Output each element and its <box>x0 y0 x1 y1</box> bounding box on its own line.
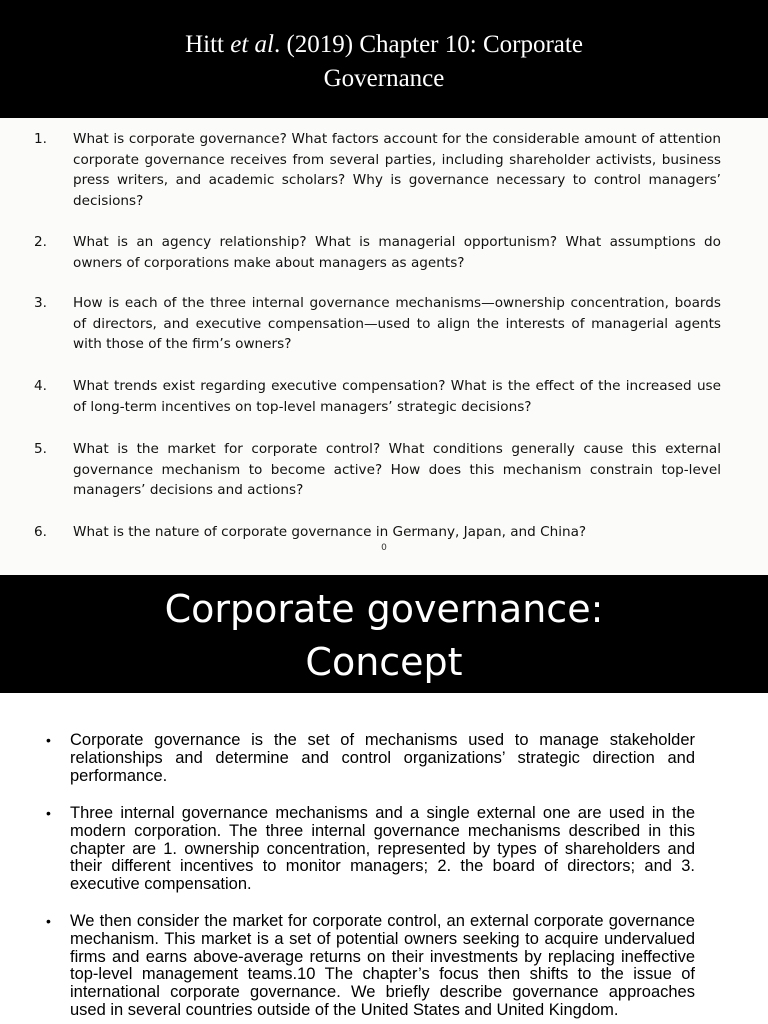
bullet-text: Corporate governance is the set of mechanisms used to manage stakeholder relationships and determine and control organizations’ strategic direction and performance. <box>70 731 695 785</box>
bullet-icon: • <box>46 805 51 821</box>
question-text: What is an agency relationship? What is managerial opportunism? What assumptions do owners of corporations make about managers as agents? <box>73 234 721 271</box>
bullet-text: We then consider the market for corporate control, an external corporate governance mechanism. This market is a set of potential owners seeking to acquire undervalued firms and earns above-average returns on their investments by replacing ineffective top-level management teams.10 The chapter’s focus then shifts to the issue of international corporate governance. We briefly describe governance approaches used in several countries outside of the United States and United Kingdom. <box>70 912 695 1019</box>
slide1-title-line1: Hitt et al. (2019) Chapter 10: Corporate <box>185 31 583 58</box>
question-text: What is corporate governance? What factors account for the considerable amount of attention corporate governance receives from several parties, including shareholder activists, business press writers, and academic scholars? Why is governance necessary to control managers’ decisions? <box>73 131 721 209</box>
question-number: 5. <box>34 441 47 457</box>
question-number: 3. <box>34 295 47 311</box>
slide2-title <box>0 575 768 693</box>
question-number: 6. <box>34 524 47 540</box>
slide2-title-line2: Concept <box>305 640 463 684</box>
bullet-icon: • <box>46 913 51 929</box>
slide-number: 0 <box>381 543 387 553</box>
question-text: What is the market for corporate control? What conditions generally cause this external governance mechanism to become active? How does this mechanism constrain top-level managers’ decisions and actions? <box>73 441 721 498</box>
bullet-icon: • <box>46 732 51 748</box>
question-number: 2. <box>34 234 47 250</box>
question-number: 1. <box>34 131 47 147</box>
slide1-title <box>0 0 768 118</box>
question-number: 4. <box>34 378 47 394</box>
bullet-text: Three internal governance mechanisms and a single external one are used in the modern corporation. The three internal governance mechanisms described in this chapter are 1. ownership concentration, represented by types of shareholders and their different incentives to monitor managers; 2. the board of directors; and 3. executive compensation. <box>70 804 695 894</box>
slide2-bullets <box>0 693 768 1024</box>
slide2-title-line1: Corporate governance: <box>164 587 604 631</box>
slide1-questions <box>0 118 768 575</box>
question-text: What is the nature of corporate governance in Germany, Japan, and China? <box>73 524 587 540</box>
question-text: How is each of the three internal governance mechanisms—ownership concentration, boards of directors, and executive compensation—used to align the interests of managerial agents with those of the firm’s owners? <box>73 295 721 352</box>
slide1-title-line2: Governance <box>323 65 445 92</box>
question-text: What trends exist regarding executive compensation? What is the effect of the increased use of long-term incentives on top-level managers’ strategic decisions? <box>73 378 721 415</box>
